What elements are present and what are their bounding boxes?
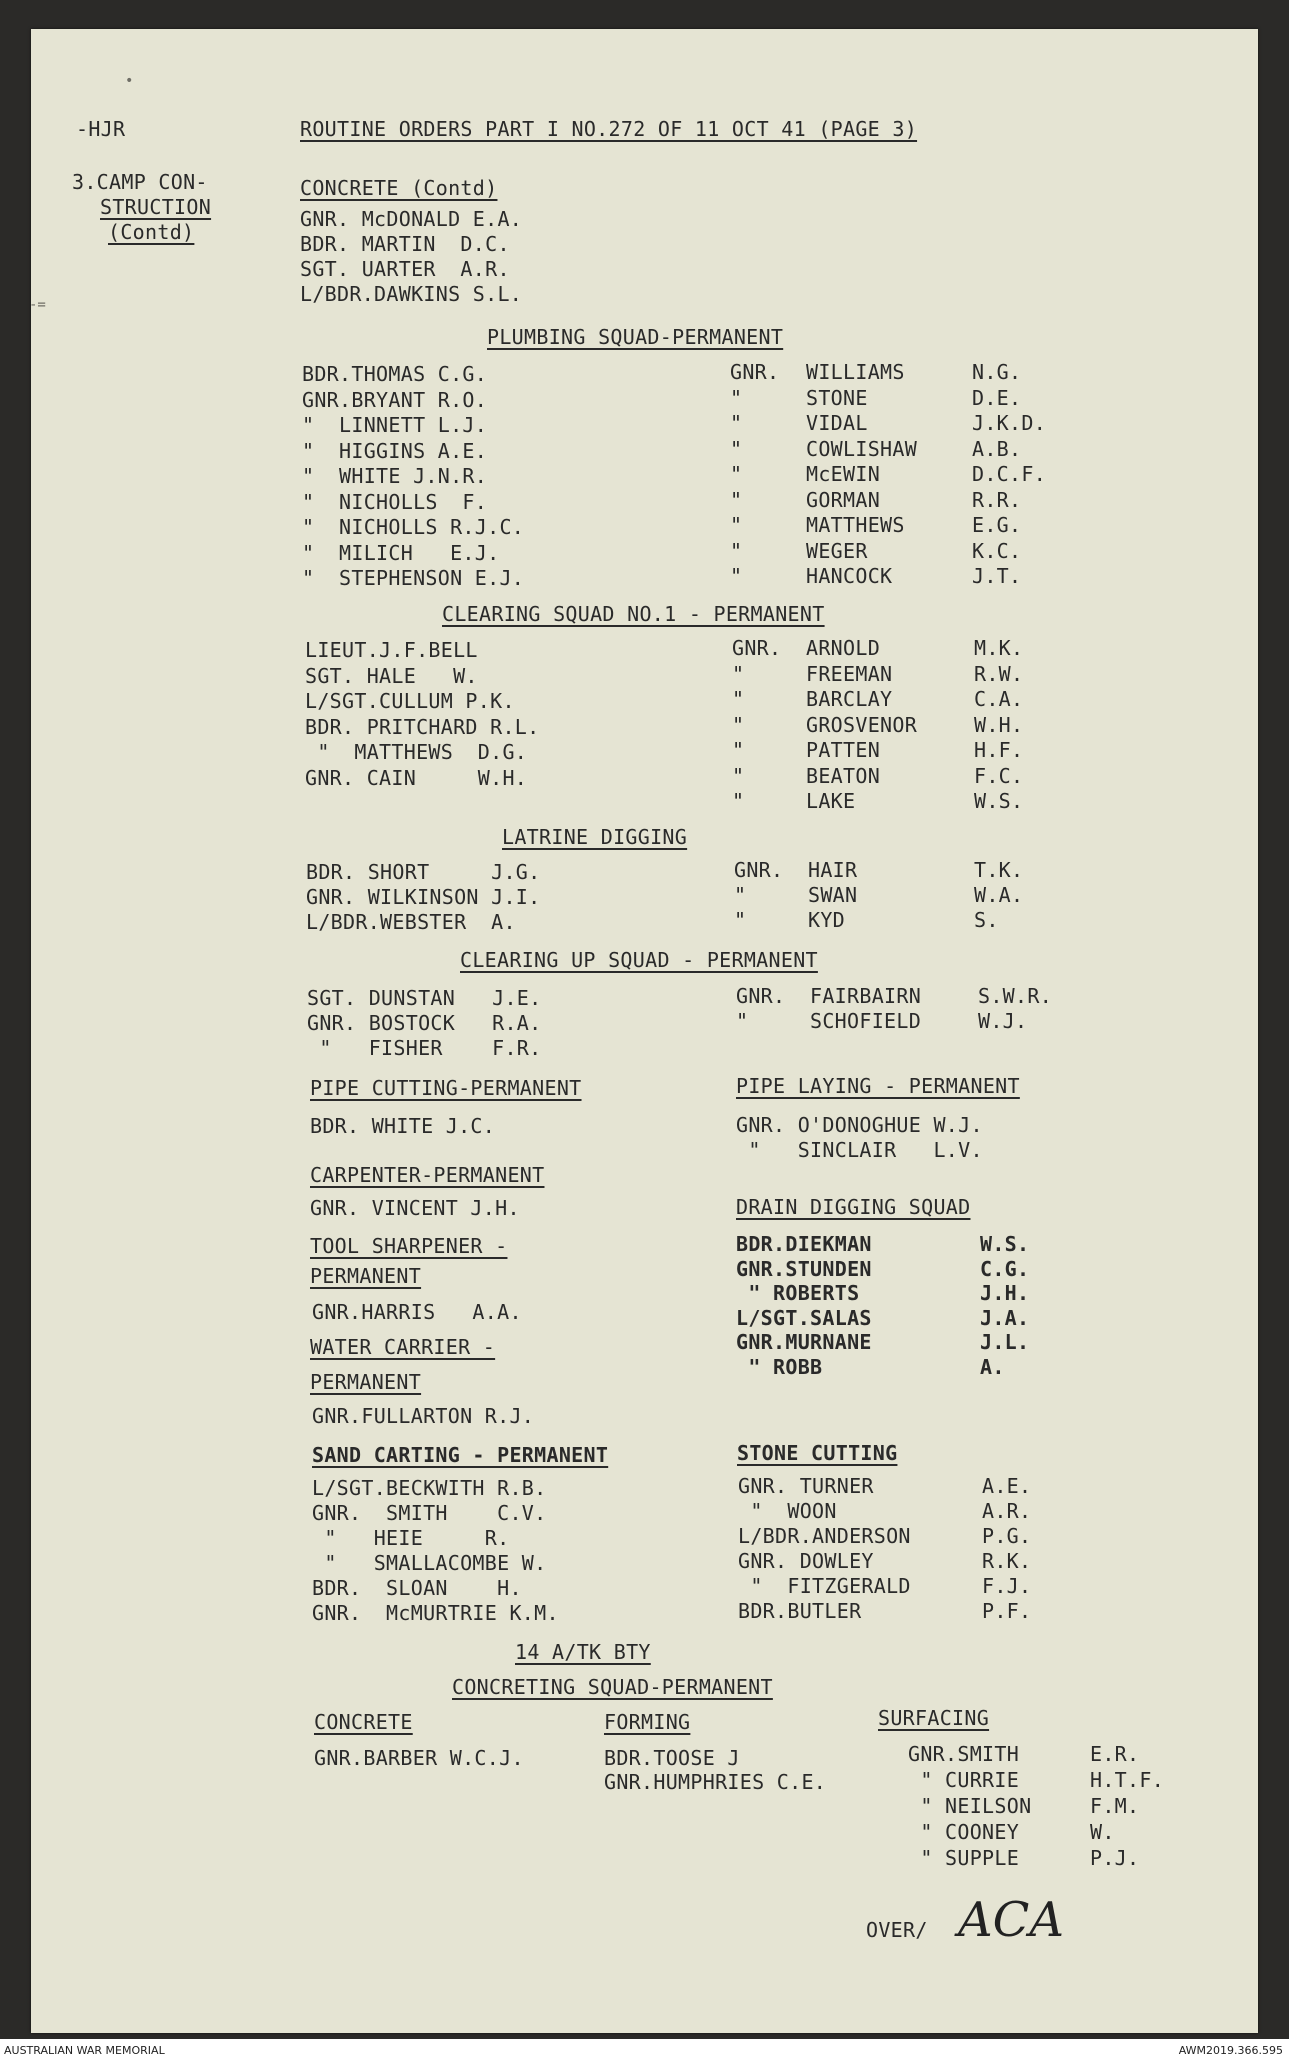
personnel-row: LIEUT.J.F.BELL bbox=[305, 638, 478, 662]
personnel-name: L/SGT.SALAS bbox=[736, 1305, 872, 1330]
personnel-prefix: " bbox=[734, 883, 747, 907]
personnel-prefix: " bbox=[730, 411, 743, 435]
personnel-row: GNR. O'DONOGHUE W.J. bbox=[736, 1113, 983, 1137]
personnel-row: BDR. MARTIN D.C. bbox=[300, 232, 510, 256]
personnel-row: " NICHOLLS F. bbox=[302, 489, 488, 514]
section-heading: FORMING bbox=[604, 1710, 691, 1734]
personnel-row: " SINCLAIR L.V. bbox=[736, 1138, 983, 1162]
personnel-prefix: " bbox=[734, 908, 747, 932]
personnel-row: L/SGT.CULLUM P.K. bbox=[305, 689, 515, 713]
personnel-name: " SUPPLE bbox=[908, 1846, 1020, 1870]
section-heading: CONCRETE bbox=[314, 1710, 413, 1734]
personnel-name: BDR.DIEKMAN bbox=[736, 1232, 872, 1256]
continuation-note: OVER/ bbox=[866, 1918, 928, 1942]
personnel-name: GORMAN bbox=[806, 487, 881, 512]
personnel-initials: K.C. bbox=[972, 538, 1022, 563]
personnel-prefix: " bbox=[732, 789, 745, 813]
personnel-row: BDR.TOOSE J bbox=[604, 1746, 740, 1770]
personnel-name: " ROBERTS bbox=[736, 1281, 860, 1305]
personnel-name: McEWIN bbox=[806, 462, 881, 486]
personnel-initials: A.R. bbox=[982, 1499, 1032, 1523]
footer-credit: AUSTRALIAN WAR MEMORIAL bbox=[4, 2044, 165, 2057]
personnel-name: KYD bbox=[808, 908, 846, 932]
section-heading: SAND CARTING - PERMANENT bbox=[312, 1443, 609, 1467]
personnel-initials: R.W. bbox=[974, 661, 1024, 686]
personnel-name: " NEILSON bbox=[908, 1794, 1032, 1818]
personnel-row: GNR. CAIN W.H. bbox=[305, 765, 528, 790]
personnel-initials: W. bbox=[1090, 1820, 1115, 1844]
section-heading: DRAIN DIGGING SQUAD bbox=[736, 1195, 971, 1219]
personnel-initials: C.G. bbox=[980, 1256, 1030, 1281]
personnel-prefix: " bbox=[730, 385, 743, 410]
personnel-name: " COONEY bbox=[908, 1820, 1020, 1844]
section-heading: LATRINE DIGGING bbox=[502, 825, 688, 849]
personnel-initials: E.G. bbox=[972, 513, 1022, 537]
margin-section-label: STRUCTION bbox=[100, 195, 212, 219]
personnel-initials: D.E. bbox=[972, 385, 1022, 410]
personnel-row: " FISHER F.R. bbox=[307, 1036, 542, 1060]
personnel-initials: M.K. bbox=[974, 636, 1024, 660]
section-heading: PIPE CUTTING-PERMANENT bbox=[310, 1076, 582, 1100]
personnel-row: L/SGT.BECKWITH R.B. bbox=[312, 1476, 547, 1500]
personnel-name: " CURRIE bbox=[908, 1768, 1020, 1792]
personnel-row: SGT. UARTER A.R. bbox=[300, 257, 510, 281]
personnel-name: BEATON bbox=[806, 763, 881, 788]
personnel-initials: S. bbox=[974, 908, 999, 932]
personnel-initials: J.L. bbox=[980, 1330, 1030, 1354]
personnel-row: GNR.HUMPHRIES C.E. bbox=[604, 1770, 827, 1794]
personnel-row: BDR. WHITE J.C. bbox=[310, 1114, 496, 1138]
personnel-name: WILLIAMS bbox=[806, 360, 905, 384]
document-title: ROUTINE ORDERS PART I NO.272 OF 11 OCT 41 (PAGE 3) bbox=[300, 117, 918, 141]
personnel-prefix: " bbox=[732, 687, 745, 711]
personnel-initials: P.G. bbox=[982, 1524, 1032, 1548]
personnel-row: BDR. PRITCHARD R.L. bbox=[305, 714, 540, 739]
personnel-name: GNR. DOWLEY bbox=[738, 1549, 874, 1573]
personnel-initials: P.J. bbox=[1090, 1846, 1140, 1870]
personnel-initials: W.S. bbox=[974, 789, 1024, 813]
footer bbox=[0, 2039, 1289, 2061]
personnel-prefix: " bbox=[730, 462, 743, 486]
personnel-prefix: GNR. bbox=[734, 858, 784, 882]
section-heading: CONCRETING SQUAD-PERMANENT bbox=[452, 1675, 773, 1699]
personnel-initials: F.M. bbox=[1090, 1794, 1140, 1818]
personnel-name: L/BDR.ANDERSON bbox=[738, 1524, 911, 1548]
personnel-row: GNR.HARRIS A.A. bbox=[312, 1300, 522, 1324]
personnel-name: HAIR bbox=[808, 858, 858, 882]
personnel-prefix: GNR. bbox=[730, 360, 780, 384]
personnel-prefix: " bbox=[730, 513, 743, 537]
personnel-name: GNR.MURNANE bbox=[736, 1330, 872, 1354]
personnel-name: PATTEN bbox=[806, 738, 881, 762]
section-heading: 14 A/TK BTY bbox=[515, 1640, 651, 1664]
scan-speck: • bbox=[125, 73, 134, 89]
personnel-name: STONE bbox=[806, 385, 868, 410]
section-heading: PIPE LAYING - PERMANENT bbox=[736, 1074, 1020, 1098]
footer-accession: AWM2019.366.595 bbox=[1178, 2044, 1283, 2057]
personnel-row: SGT. DUNSTAN J.E. bbox=[307, 986, 542, 1010]
personnel-name: BARCLAY bbox=[806, 687, 893, 711]
section-heading: SURFACING bbox=[878, 1706, 990, 1730]
personnel-row: " MILICH E.J. bbox=[302, 540, 500, 565]
personnel-prefix: " bbox=[730, 564, 743, 588]
personnel-row: GNR. WILKINSON J.I. bbox=[306, 885, 541, 909]
personnel-row: " STEPHENSON E.J. bbox=[302, 566, 525, 590]
personnel-name: " WOON bbox=[738, 1499, 837, 1523]
personnel-row: " WHITE J.N.R. bbox=[302, 464, 488, 488]
personnel-initials: J.A. bbox=[980, 1305, 1030, 1330]
personnel-prefix: GNR. bbox=[736, 984, 786, 1008]
personnel-initials: R.R. bbox=[972, 487, 1022, 512]
section-heading: PLUMBING SQUAD-PERMANENT bbox=[487, 325, 784, 349]
section-heading: CLEARING SQUAD NO.1 - PERMANENT bbox=[442, 602, 825, 626]
personnel-name: FAIRBAIRN bbox=[810, 984, 922, 1008]
personnel-name: " FITZGERALD bbox=[738, 1574, 911, 1598]
personnel-prefix: " bbox=[732, 712, 745, 737]
personnel-initials: P.F. bbox=[982, 1599, 1032, 1623]
personnel-name: HANCOCK bbox=[806, 564, 893, 588]
personnel-row: " SMALLACOMBE W. bbox=[312, 1551, 547, 1575]
personnel-row: " LINNETT L.J. bbox=[302, 413, 488, 437]
section-heading: PERMANENT bbox=[310, 1264, 422, 1288]
personnel-prefix: " bbox=[730, 538, 743, 563]
personnel-row: GNR.FULLARTON R.J. bbox=[312, 1404, 535, 1428]
section-heading: PERMANENT bbox=[310, 1370, 422, 1394]
personnel-initials: J.K.D. bbox=[972, 411, 1047, 435]
personnel-name: LAKE bbox=[806, 789, 856, 813]
personnel-row: " NICHOLLS R.J.C. bbox=[302, 515, 525, 539]
personnel-row: GNR. SMITH C.V. bbox=[312, 1501, 547, 1525]
personnel-row: L/BDR.DAWKINS S.L. bbox=[300, 282, 523, 306]
personnel-row: GNR. McDONALD E.A. bbox=[300, 207, 523, 231]
personnel-name: ARNOLD bbox=[806, 636, 881, 660]
personnel-row: SGT. HALE W. bbox=[305, 663, 478, 688]
personnel-prefix: " bbox=[732, 661, 745, 686]
scan-mark: -= bbox=[29, 297, 46, 313]
personnel-initials: N.G. bbox=[972, 360, 1022, 384]
personnel-row: GNR. BOSTOCK R.A. bbox=[307, 1011, 542, 1035]
personnel-name: GROSVENOR bbox=[806, 712, 918, 737]
personnel-name: MATTHEWS bbox=[806, 513, 905, 537]
personnel-initials: F.C. bbox=[974, 763, 1024, 788]
personnel-name: VIDAL bbox=[806, 411, 868, 435]
personnel-name: " ROBB bbox=[736, 1354, 823, 1379]
handwritten-signature: ACA bbox=[958, 1892, 1065, 1948]
personnel-row: " HIGGINS A.E. bbox=[302, 438, 488, 463]
personnel-initials: W.S. bbox=[980, 1232, 1030, 1256]
personnel-row: GNR. VINCENT J.H. bbox=[310, 1196, 520, 1220]
personnel-name: SWAN bbox=[808, 883, 858, 907]
personnel-row: L/BDR.WEBSTER A. bbox=[306, 910, 516, 934]
personnel-name: SCHOFIELD bbox=[810, 1009, 922, 1033]
personnel-prefix: " bbox=[732, 738, 745, 762]
section-heading: TOOL SHARPENER - bbox=[310, 1234, 508, 1258]
personnel-name: GNR.STUNDEN bbox=[736, 1256, 872, 1281]
personnel-prefix: " bbox=[732, 763, 745, 788]
personnel-row: BDR.THOMAS C.G. bbox=[302, 362, 488, 386]
reference-mark: -HJR bbox=[76, 117, 126, 141]
margin-section-label: 3.CAMP CON- bbox=[72, 170, 208, 194]
personnel-initials: F.J. bbox=[982, 1574, 1032, 1598]
personnel-prefix: " bbox=[730, 436, 743, 461]
personnel-initials: W.H. bbox=[974, 712, 1024, 737]
personnel-name: GNR. TURNER bbox=[738, 1474, 874, 1498]
personnel-row: BDR. SLOAN H. bbox=[312, 1576, 522, 1600]
personnel-name: GNR.SMITH bbox=[908, 1742, 1020, 1766]
margin-section-label: (Contd) bbox=[108, 220, 195, 244]
section-heading: STONE CUTTING bbox=[737, 1441, 898, 1465]
personnel-prefix: " bbox=[730, 487, 743, 512]
personnel-name: WEGER bbox=[806, 538, 868, 563]
personnel-name: COWLISHAW bbox=[806, 436, 918, 461]
section-heading: CONCRETE (Contd) bbox=[300, 176, 498, 200]
personnel-initials: J.T. bbox=[972, 564, 1022, 588]
personnel-row: " MATTHEWS D.G. bbox=[305, 740, 528, 764]
personnel-name: FREEMAN bbox=[806, 661, 893, 686]
personnel-initials: H.T.F. bbox=[1090, 1768, 1165, 1792]
section-heading: CLEARING UP SQUAD - PERMANENT bbox=[460, 948, 818, 972]
section-heading: CARPENTER-PERMANENT bbox=[310, 1163, 545, 1187]
personnel-initials: W.J. bbox=[978, 1009, 1028, 1033]
section-heading: WATER CARRIER - bbox=[310, 1335, 496, 1359]
personnel-initials: C.A. bbox=[974, 687, 1024, 711]
personnel-initials: A. bbox=[980, 1354, 1005, 1379]
personnel-initials: A.B. bbox=[972, 436, 1022, 461]
personnel-initials: E.R. bbox=[1090, 1742, 1140, 1766]
personnel-initials: R.K. bbox=[982, 1549, 1032, 1573]
personnel-initials: S.W.R. bbox=[978, 984, 1053, 1008]
personnel-name: BDR.BUTLER bbox=[738, 1599, 862, 1623]
personnel-initials: A.E. bbox=[982, 1474, 1032, 1498]
personnel-initials: H.F. bbox=[974, 738, 1024, 762]
personnel-row: GNR.BRYANT R.O. bbox=[302, 387, 488, 412]
personnel-initials: T.K. bbox=[974, 858, 1024, 882]
personnel-prefix: " bbox=[736, 1009, 749, 1033]
personnel-row: " HEIE R. bbox=[312, 1526, 510, 1550]
personnel-initials: J.H. bbox=[980, 1281, 1030, 1305]
personnel-initials: D.C.F. bbox=[972, 462, 1047, 486]
personnel-prefix: GNR. bbox=[732, 636, 782, 660]
personnel-row: GNR.BARBER W.C.J. bbox=[314, 1746, 524, 1770]
personnel-row: BDR. SHORT J.G. bbox=[306, 860, 541, 884]
personnel-initials: W.A. bbox=[974, 883, 1024, 907]
personnel-row: GNR. McMURTRIE K.M. bbox=[312, 1601, 559, 1625]
